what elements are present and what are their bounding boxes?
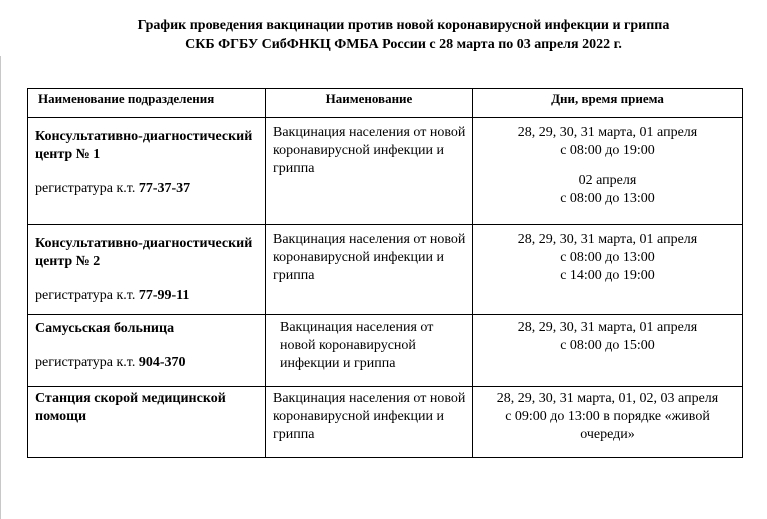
service-text: Вакцинация населения от новой коронавирусной инфекции и гриппа [273,232,466,283]
phone-number: 77-99-11 [138,288,190,303]
unit-cell [28,225,266,315]
days-line: с 08:00 до 15:00 [560,338,655,353]
service-text: Вакцинация населения от новой коронавирусной инфекции и гриппа [273,125,466,176]
document-title-line-2: СКБ ФГБУ СибФНКЦ ФМБА России с 28 марта по 03 апреля 2022 г. [185,37,622,52]
days-cell [473,315,743,387]
unit-name: Консультативно-диагностический центр № 1 [35,129,253,162]
days-cell [473,118,743,225]
column-header-days [473,89,743,118]
unit-name: Самусьская больница [35,321,175,336]
days-line: 28, 29, 30, 31 марта, 01 апреля [517,125,698,140]
days-line: с 14:00 до 19:00 [560,268,655,283]
service-cell [266,225,473,315]
unit-name: Станция скорой медицинской помощи [35,391,226,424]
phone-label: регистратура к.т. [35,288,136,303]
phone-label: регистратура к.т. [35,355,136,370]
days-line: 28, 29, 30, 31 марта, 01, 02, 03 апреля [496,391,719,406]
document-title-line-1: График проведения вакцинации против новой коронавирусной инфекции и гриппа [137,18,670,33]
table-row [28,387,743,458]
unit-phone [28,271,265,305]
table-row [28,118,743,225]
days-cell [473,387,743,458]
service-cell [266,315,473,387]
days-text [473,387,742,444]
days-cell [473,225,743,315]
column-header-unit-label: Наименование подразделения [38,91,215,106]
table-header-row [28,89,743,118]
unit-name: Консультативно-диагностический центр № 2 [35,236,253,269]
unit-phone [28,164,265,198]
days-line: с 08:00 до 13:00 [560,191,655,206]
phone-number: 77-37-37 [138,181,191,196]
days-line: с 08:00 до 19:00 [560,143,655,158]
column-header-service [266,89,473,118]
unit-cell [28,118,266,225]
table-row [28,225,743,315]
days-text [473,118,742,208]
unit-phone [28,338,265,372]
vaccination-schedule-table [27,88,743,458]
column-header-service-label: Наименование [325,91,413,106]
days-text [473,225,742,285]
page-edge-divider [0,56,1,519]
service-text: Вакцинация населения от новой коронавирусной инфекции и гриппа [280,320,434,371]
phone-label: регистратура к.т. [35,181,136,196]
days-line: 28, 29, 30, 31 марта, 01 апреля [517,232,698,247]
days-line: с 09:00 до 13:00 в порядке «живой очереди» [505,409,710,442]
service-text: Вакцинация населения от новой коронавирусной инфекции и гриппа [273,391,466,442]
service-cell [266,387,473,458]
column-header-days-label: Дни, время приема [551,91,664,106]
days-line: 02 апреля [578,173,637,188]
unit-cell [28,315,266,387]
days-line: с 08:00 до 13:00 [560,250,655,265]
phone-number: 904-370 [138,355,186,370]
days-text [473,315,742,355]
column-header-unit [28,89,266,118]
table-row [28,315,743,387]
days-line: 28, 29, 30, 31 марта, 01 апреля [517,320,698,335]
unit-cell [28,387,266,458]
service-cell [266,118,473,225]
